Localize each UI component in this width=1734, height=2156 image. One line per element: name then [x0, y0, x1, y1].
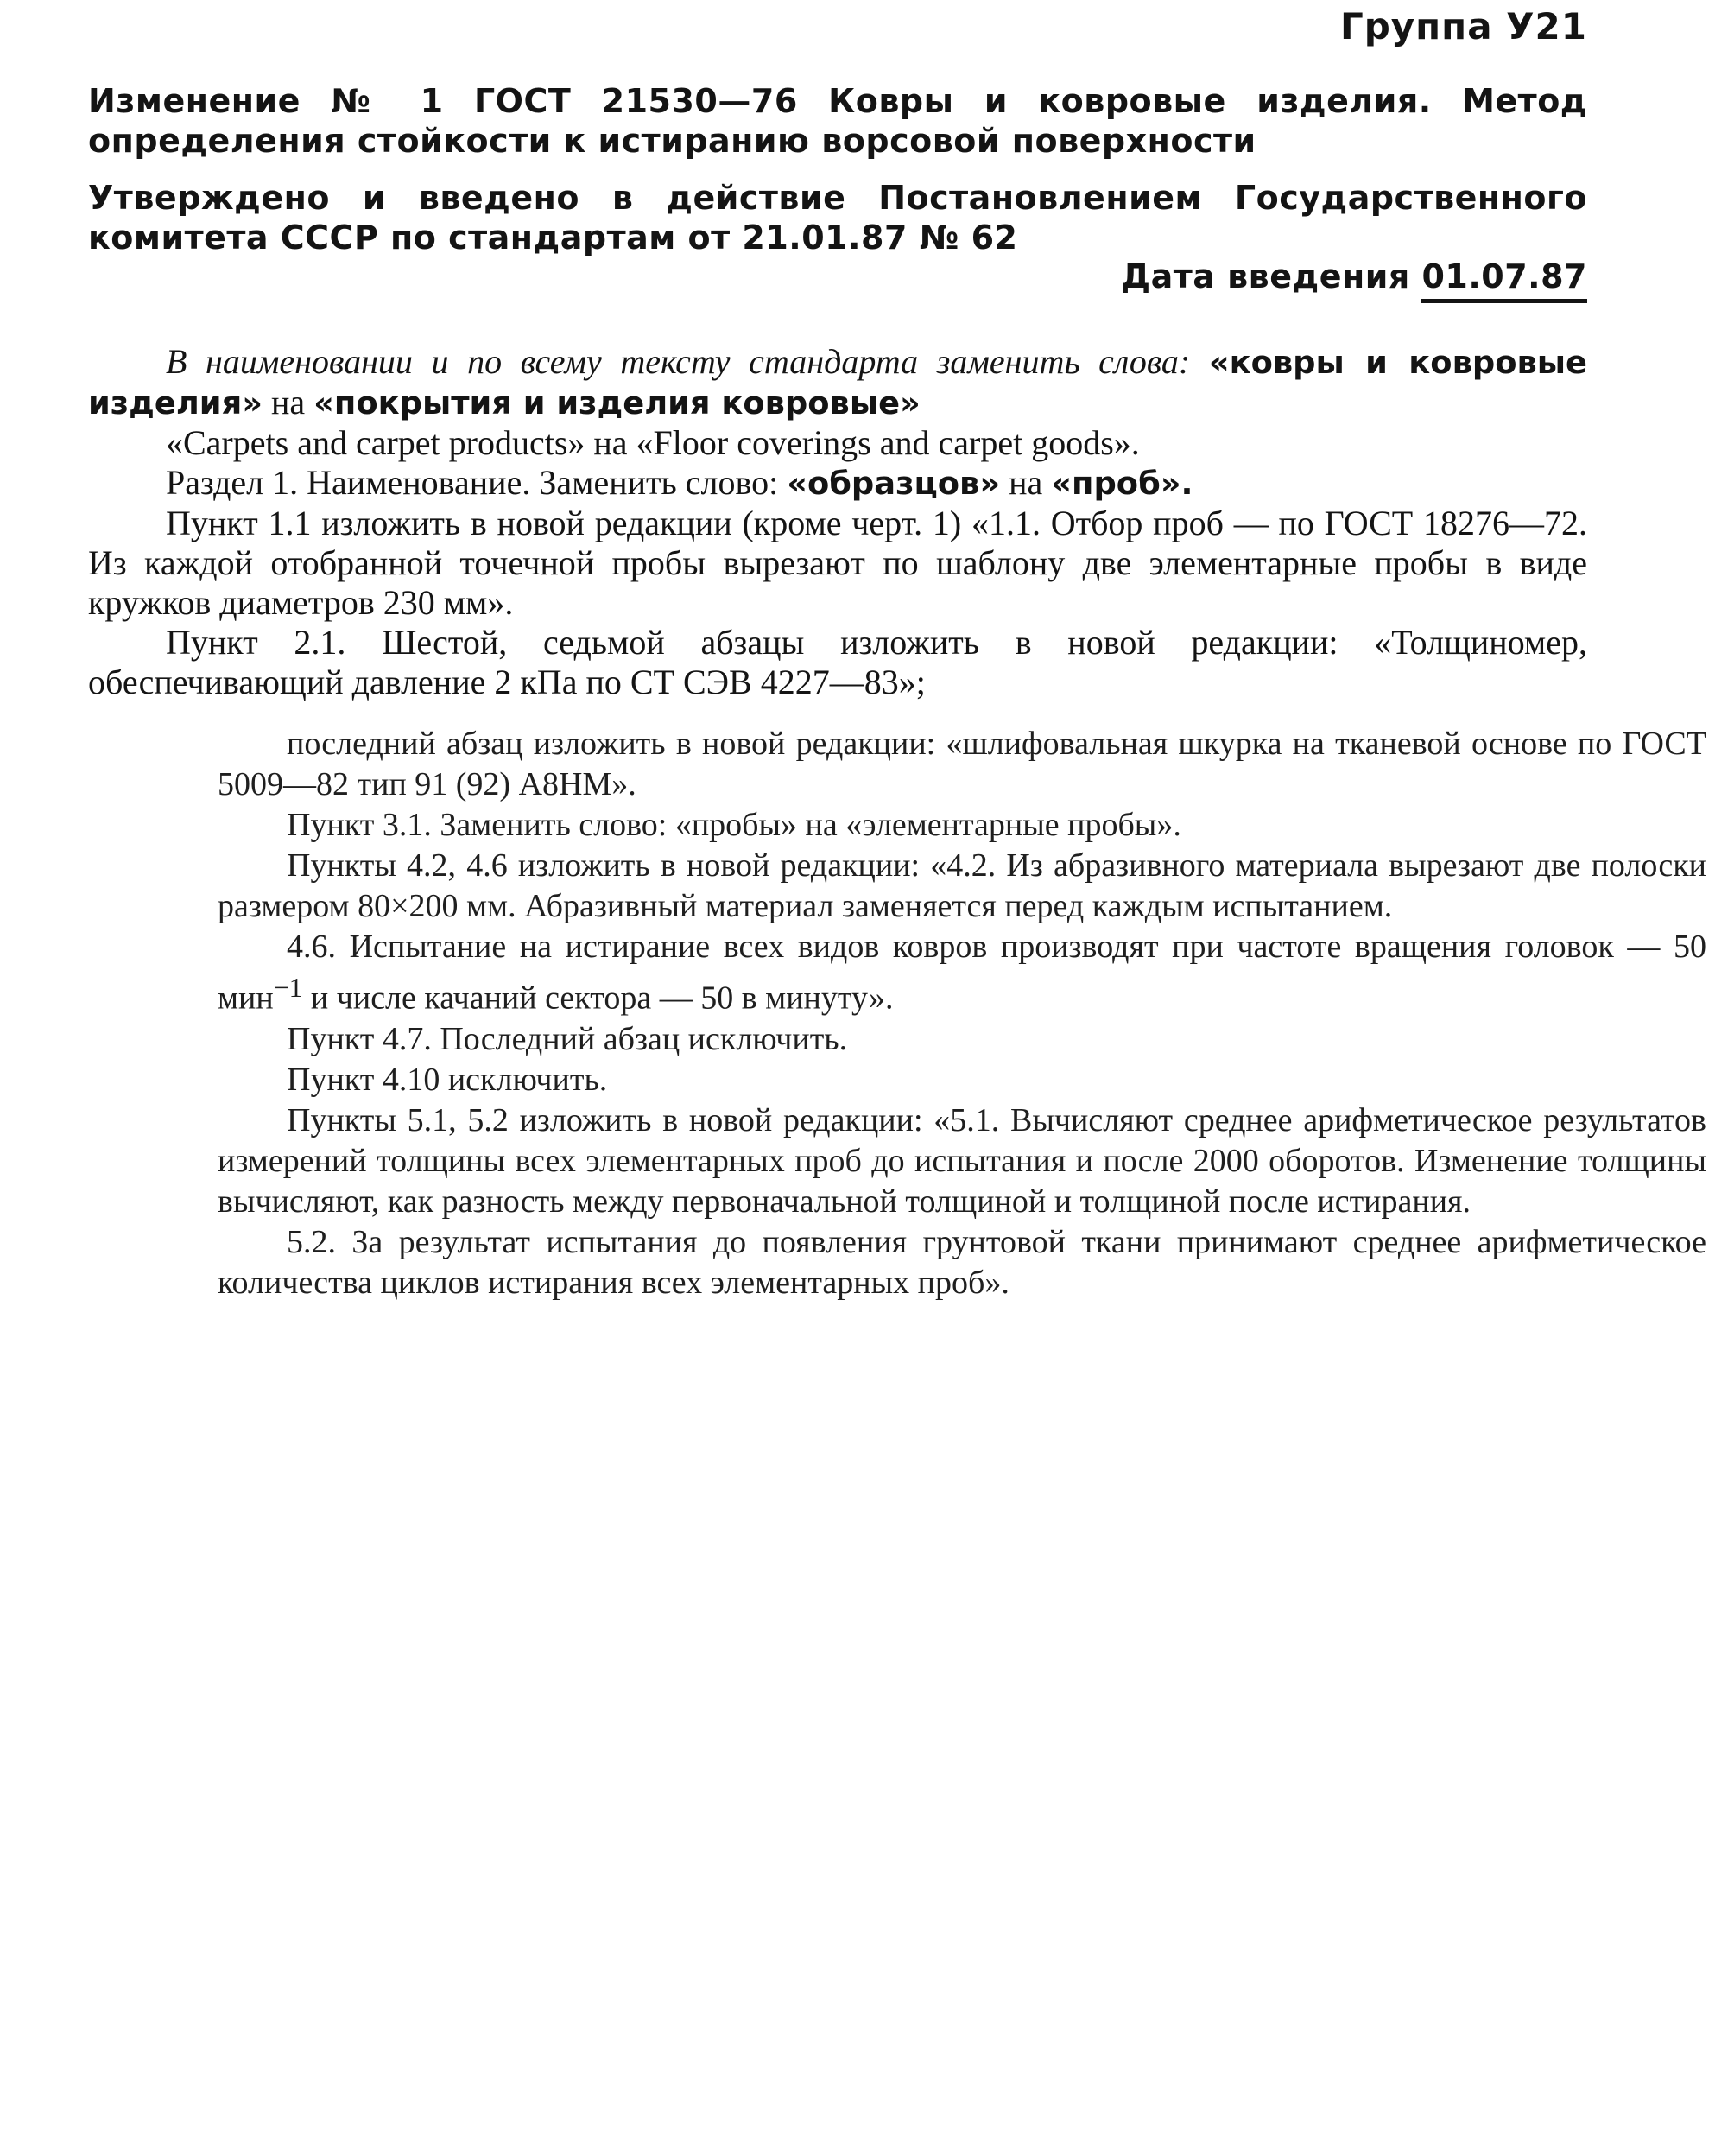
amendment-body-part2 — [218, 724, 1706, 1303]
date-label: Дата введения — [1121, 257, 1410, 295]
paragraph-9 — [218, 927, 1706, 1019]
paragraph-3-on: на — [1009, 463, 1043, 502]
paragraph-3-old-term: «образцов» — [787, 465, 1001, 502]
amendment-title: Изменение № 1 ГОСТ 21530—76 Ковры и ковровые изделия. Метод определения стойкости к истиранию ворсовой поверхности — [88, 82, 1587, 160]
paragraph-1-old-term: «ковры и ковровые изделия» — [88, 344, 1587, 422]
paragraph-3 — [88, 463, 1587, 504]
amendment-body-part1 — [88, 342, 1587, 702]
paragraph-6: последний абзац изложить в новой редакции: «шлифовальная шкурка на тканевой основе по ГОСТ 5009—82 тип 91 (92) А8НМ». — [218, 726, 1706, 802]
paragraph-1-on: на — [270, 383, 306, 422]
paragraph-9-tail: и числе качаний сектора — 50 в минуту». — [302, 980, 894, 1017]
paragraph-9-main: 4.6. Испытание на истирание всех видов ковров производят при частоте вращения головок — 50 мин — [218, 929, 1706, 1017]
group-code: Группа У21 — [1339, 5, 1587, 48]
paragraph-2: «Carpets and carpet products» на «Floor coverings and carpet goods». — [166, 423, 1140, 462]
introduction-date — [1121, 257, 1587, 295]
paragraph-10: Пункт 4.7. Последний абзац исключить. — [287, 1020, 848, 1057]
paragraph-1 — [88, 342, 1587, 423]
date-value: 01.07.87 — [1421, 257, 1587, 303]
paragraph-1-new-term: «покрытия и изделия ковровые» — [313, 384, 921, 422]
approval-statement: Утверждено и введено в действие Постановлением Государственного комитета СССР по стандартам от 21.01.87 № 62 — [88, 179, 1587, 257]
paragraph-13: 5.2. За результат испытания до появления грунтовой ткани принимают среднее арифметическое количества циклов истирания всех элементарных проб». — [218, 1223, 1706, 1301]
paragraph-4: Пункт 1.1 изложить в новой редакции (кроме черт. 1) «1.1. Отбор проб — по ГОСТ 18276—72. Из каждой отобранной точечной пробы вырезают по шаблону две элементарные пробы в виде кружков диаметров 230 мм». — [88, 504, 1587, 622]
paragraph-7: Пункт 3.1. Заменить слово: «пробы» на «элементарные пробы». — [287, 807, 1181, 843]
paragraph-3-text: Раздел 1. Наименование. Заменить слово: — [166, 463, 779, 502]
paragraph-12: Пункты 5.1, 5.2 изложить в новой редакции: «5.1. Вычисляют среднее арифметическое результатов измерений толщины всех элементарных проб до испытания и после 2000 оборотов. Изменение толщины вычисляют, как разность между первоначальной толщиной и толщиной после истирания. — [218, 1101, 1706, 1220]
paragraph-9-superscript: −1 — [273, 973, 303, 1003]
paragraph-8: Пункты 4.2, 4.6 изложить в новой редакции: «4.2. Из абразивного материала вырезают две полоски размером 80×200 мм. Абразивный материал заменяется перед каждым испытанием. — [218, 847, 1706, 924]
paragraph-5: Пункт 2.1. Шестой, седьмой абзацы изложить в новой редакции: «Толщиномер, обеспечивающий давление 2 кПа по СТ СЭВ 4227—83»; — [88, 623, 1587, 701]
paragraph-3-new-term: «проб». — [1051, 465, 1193, 502]
paragraph-1-intro: В наименовании и по всему тексту стандарта заменить слова: — [166, 342, 1191, 381]
paragraph-11: Пункт 4.10 исключить. — [287, 1061, 608, 1098]
